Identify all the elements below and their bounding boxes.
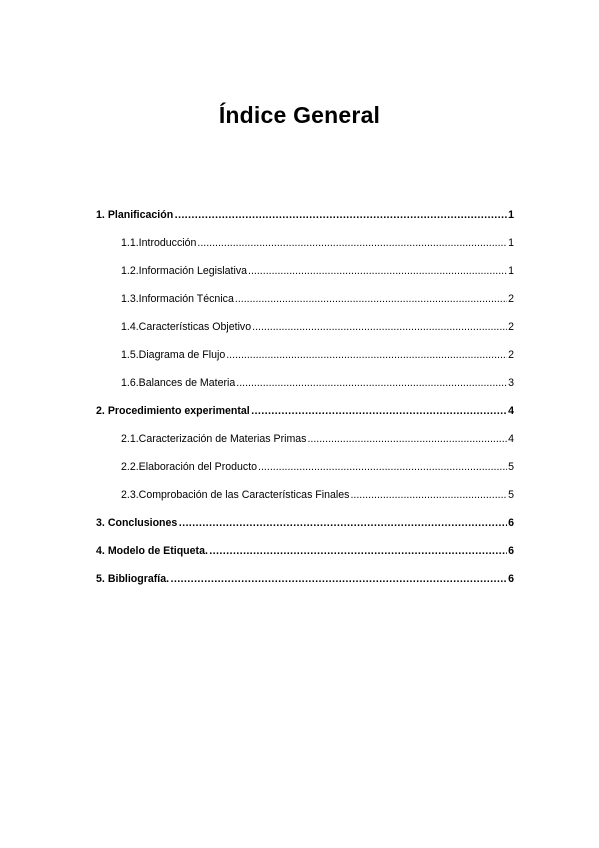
toc-entry-label: Bibliografía.: [107, 573, 170, 585]
page-title: Índice General: [218, 102, 381, 128]
toc-entry-number: 1.3.: [121, 293, 139, 305]
toc-dot-leader: [174, 208, 507, 222]
toc-dot-leader: [235, 292, 507, 306]
table-of-contents: [96, 201, 514, 593]
toc-entry[interactable]: [96, 397, 514, 425]
toc-entry[interactable]: [96, 565, 514, 593]
toc-entry-page: 2: [508, 349, 514, 361]
toc-entry-number: 3.: [96, 517, 105, 529]
toc-entry[interactable]: [96, 313, 514, 341]
toc-entry-label: Elaboración del Producto: [138, 461, 258, 473]
toc-dot-leader: [252, 320, 507, 334]
toc-entry-number: 1.2.: [121, 265, 139, 277]
toc-entry[interactable]: [96, 341, 514, 369]
toc-entry-label: Características Objetivo: [138, 321, 252, 333]
toc-entry-page: 4: [508, 405, 514, 417]
toc-entry[interactable]: [96, 369, 514, 397]
toc-dot-leader: [170, 572, 507, 586]
toc-entry-page: 4: [508, 433, 514, 445]
toc-entry[interactable]: [96, 257, 514, 285]
toc-entry-number: 2.3.: [121, 489, 139, 501]
toc-entry-label: Introducción: [138, 237, 197, 249]
toc-entry[interactable]: [96, 425, 514, 453]
toc-dot-leader: [178, 516, 507, 530]
toc-entry-number: 1.: [96, 209, 105, 221]
toc-dot-leader: [307, 432, 507, 446]
toc-entry-number: 1.6.: [121, 377, 139, 389]
toc-entry-number: 1.5.: [121, 349, 139, 361]
toc-dot-leader: [251, 404, 507, 418]
toc-dot-leader: [258, 460, 507, 474]
toc-entry-label: Comprobación de las Características Finales: [138, 489, 350, 501]
toc-entry-label: Conclusiones: [107, 517, 178, 529]
toc-entry-number: 5.: [96, 573, 105, 585]
toc-dot-leader: [226, 348, 507, 362]
toc-entry-page: 6: [508, 517, 514, 529]
toc-dot-leader: [209, 544, 507, 558]
toc-entry[interactable]: [96, 285, 514, 313]
toc-entry-label: Planificación: [107, 209, 174, 221]
toc-entry-number: 1.4.: [121, 321, 139, 333]
toc-entry-label: Procedimiento experimental: [107, 405, 250, 417]
toc-entry-page: 6: [508, 545, 514, 557]
toc-entry-label: Información Técnica: [138, 293, 234, 305]
toc-entry[interactable]: [96, 201, 514, 229]
toc-entry[interactable]: [96, 453, 514, 481]
toc-entry-number: 2.2.: [121, 461, 139, 473]
toc-entry-number: 1.1.: [121, 237, 139, 249]
toc-entry-page: 3: [508, 377, 514, 389]
toc-entry[interactable]: [96, 481, 514, 509]
toc-entry[interactable]: [96, 229, 514, 257]
toc-entry-page: 1: [508, 265, 514, 277]
toc-dot-leader: [248, 264, 507, 278]
toc-dot-leader: [236, 376, 507, 390]
toc-entry[interactable]: [96, 537, 514, 565]
toc-dot-leader: [350, 488, 507, 502]
toc-entry-page: 5: [508, 461, 514, 473]
toc-entry-label: Caracterización de Materias Primas: [138, 433, 307, 445]
toc-dot-leader: [197, 236, 507, 250]
toc-entry-page: 2: [508, 321, 514, 333]
toc-entry[interactable]: [96, 509, 514, 537]
toc-entry-number: 4.: [96, 545, 105, 557]
toc-entry-label: Información Legislativa: [138, 265, 248, 277]
toc-entry-label: Balances de Materia: [138, 377, 236, 389]
toc-entry-page: 6: [508, 573, 514, 585]
toc-entry-page: 2: [508, 293, 514, 305]
toc-entry-number: 2.: [96, 405, 105, 417]
toc-entry-number: 2.1.: [121, 433, 139, 445]
toc-entry-label: Diagrama de Flujo: [138, 349, 226, 361]
toc-entry-page: 1: [508, 237, 514, 249]
toc-entry-page: 1: [508, 209, 514, 221]
toc-entry-label: Modelo de Etiqueta.: [107, 545, 208, 557]
toc-entry-page: 5: [508, 489, 514, 501]
